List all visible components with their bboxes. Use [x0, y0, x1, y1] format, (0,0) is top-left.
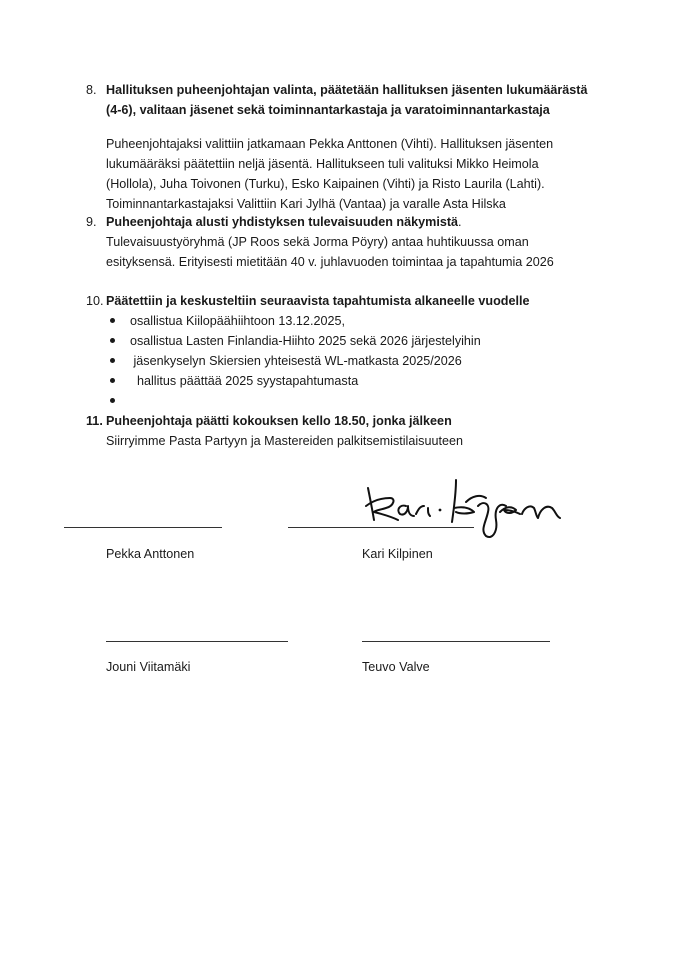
item-number: 8. — [86, 83, 97, 97]
item-heading: Päätettiin ja keskusteltiin seuraavista tapahtumista alkaneelle vuodelle — [106, 294, 530, 308]
signatory-name: Teuvo Valve — [362, 660, 430, 674]
list-item — [106, 331, 626, 351]
bullet-icon — [110, 398, 115, 403]
paragraph-line: Toiminnantarkastajaksi Valittiin Kari Jylhä (Vantaa) ja varalle Asta Hilska — [106, 197, 506, 211]
handwritten-signature — [360, 476, 575, 546]
signature-line — [362, 641, 550, 642]
agenda-item-11 — [86, 411, 626, 451]
heading-text: Puheenjohtaja alusti yhdistyksen tulevaisuuden näkymistä — [106, 215, 459, 229]
signatory-name: Jouni Viitamäki — [106, 660, 191, 674]
heading-suffix: . — [458, 215, 462, 229]
paragraph-line: lukumääräksi päätettiin neljä jäsentä. Hallitukseen tuli valituksi Mikko Heimola — [106, 157, 539, 171]
item-number: 10. — [86, 294, 104, 308]
bullet-icon — [110, 338, 115, 343]
bullet-list — [106, 311, 626, 411]
item-paragraph — [106, 232, 626, 272]
item-heading — [106, 212, 626, 232]
list-item-text: osallistua Lasten Finlandia-Hiihto 2025 sekä 2026 järjestelyihin — [130, 334, 481, 348]
agenda-item-10 — [86, 291, 626, 411]
signature-line — [64, 527, 222, 528]
signatory-name: Kari Kilpinen — [362, 547, 433, 561]
bullet-icon — [110, 358, 115, 363]
item-heading — [106, 80, 626, 120]
paragraph-line: (Hollola), Juha Toivonen (Turku), Esko Kaipainen (Vihti) ja Risto Laurila (Lahti). — [106, 177, 545, 191]
signature-line — [106, 641, 288, 642]
bullet-icon — [110, 318, 115, 323]
list-item — [106, 311, 626, 331]
item-heading: Puheenjohtaja päätti kokouksen kello 18.50, jonka jälkeen — [106, 414, 452, 428]
agenda-item-8 — [86, 80, 626, 214]
list-item — [106, 351, 626, 371]
item-paragraph — [106, 134, 626, 214]
item-paragraph — [106, 431, 626, 451]
paragraph-line: Puheenjohtajaksi valittiin jatkamaan Pekka Anttonen (Vihti). Hallituksen jäsenten — [106, 137, 554, 151]
list-item-text: osallistua Kiilopäähiihtoon 13.12.2025, — [130, 314, 345, 328]
agenda-item-9 — [86, 212, 626, 272]
paragraph-line: esityksensä. Erityisesti mietitään 40 v. juhlavuoden toimintaa ja tapahtumia 2026 — [106, 255, 554, 269]
list-item-text: hallitus päättää 2025 syystapahtumasta — [130, 374, 359, 388]
heading-line: (4-6), valitaan jäsenet sekä toiminnantarkastaja ja varatoiminnantarkastaja — [106, 103, 550, 117]
item-number: 9. — [86, 215, 97, 229]
paragraph-line: Tulevaisuustyöryhmä (JP Roos sekä Jorma Pöyry) antaa huhtikuussa oman — [106, 235, 529, 249]
paragraph-line: Siirryimme Pasta Partyyn ja Mastereiden palkitsemistilaisuuteen — [106, 434, 463, 448]
signature-line — [288, 527, 474, 528]
list-item — [106, 371, 626, 391]
list-item-text: jäsenkyselyn Skiersien yhteisestä WL-matkasta 2025/2026 — [130, 354, 462, 368]
item-number: 11. — [86, 414, 103, 428]
list-item — [106, 391, 626, 411]
heading-line: Hallituksen puheenjohtajan valinta, päätetään hallituksen jäsenten lukumäärästä — [106, 83, 588, 97]
signatory-name: Pekka Anttonen — [106, 547, 195, 561]
bullet-icon — [110, 378, 115, 383]
